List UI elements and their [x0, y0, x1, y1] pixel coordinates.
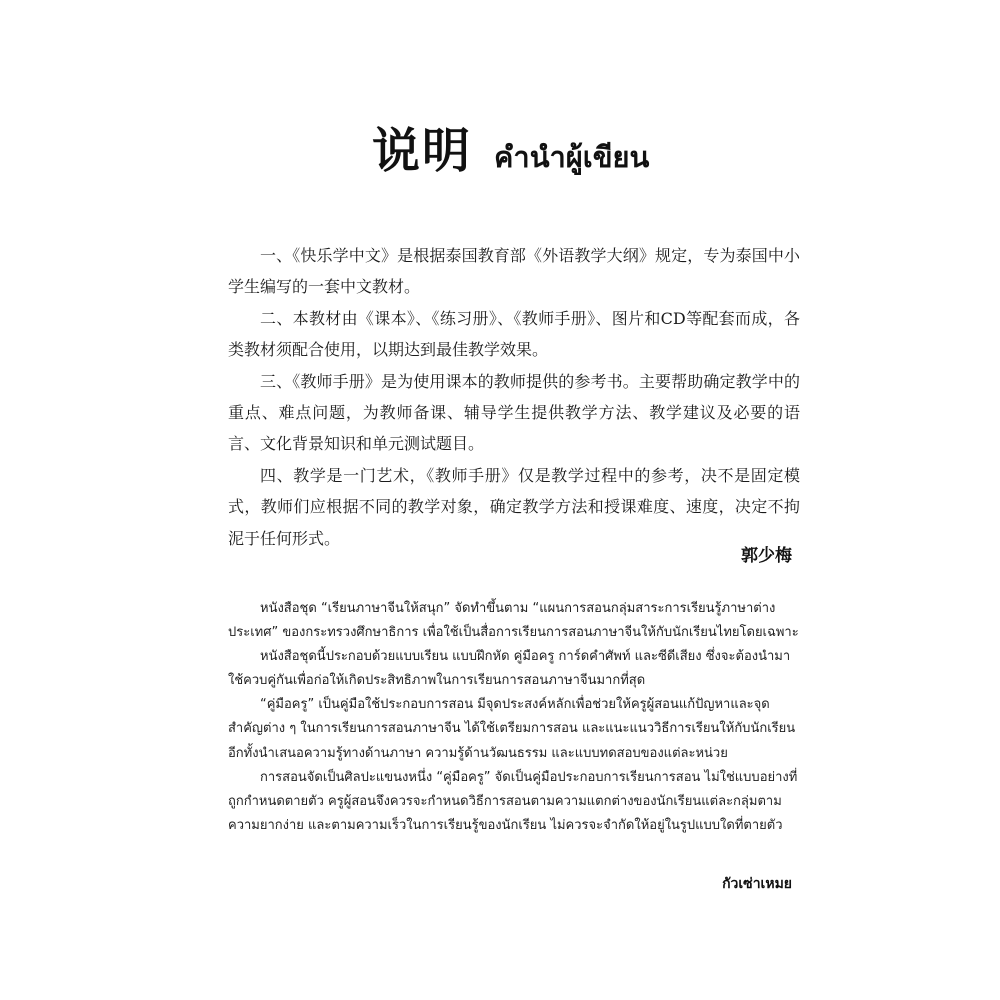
thai-paragraph-1: หนังสือชุด “เรียนภาษาจีนให้สนุก” จัดทำขึ้นตาม “แผนการสอนกลุ่มสาระการเรียนรู้ภาษาต่างประเทศ” ของกระทรวงศึกษาธิการ เพื่อใช้เป็นสื่อการเรียนการสอนภาษาจีนให้กับนักเรียนไทยโดยเฉพาะ: [228, 601, 799, 641]
thai-paragraph-2: หนังสือชุดนี้ประกอบด้วยแบบเรียน แบบฝึกหัด คู่มือครู การ์ดคำศัพท์ และซีดีเสียง ซึ่งจะต้องนำมาใช้ควบคู่กันเพื่อก่อให้เกิดประสิทธิภาพในการเรียนการสอนภาษาจีนมากที่สุด: [228, 649, 791, 689]
title-thai: คำนำผู้เขียน: [494, 140, 650, 174]
thai-signature: กัวเซ่าเหมย: [722, 876, 792, 892]
chinese-paragraph-1: 一、《快乐学中文》是根据泰国教育部《外语教学大纲》规定，专为泰国中小学生编写的一套中文教材。: [228, 246, 800, 297]
thai-preface: [228, 597, 800, 838]
page-title: [372, 112, 649, 181]
thai-paragraph-3: “คู่มือครู” เป็นคู่มือใช้ประกอบการสอน มีจุดประสงค์หลักเพื่อช่วยให้ครูผู้สอนแก้ปัญหาและจุดสำคัญต่าง ๆ ในการเรียนการสอนภาษาจีน ได้ใช้เตรียมการสอน และแนะแนววิธีการเรียนให้กับนักเรียน อีกทั้งนำเสนอความรู้ทางด้านภาษา ความรู้ด้านวัฒนธรรม และแบบทดสอบของแต่ละหน่วย: [228, 697, 796, 761]
chinese-preface: [228, 240, 800, 554]
chinese-signature: 郭少梅: [741, 546, 792, 566]
chinese-paragraph-4: 四、教学是一门艺术，《教师手册》仅是教学过程中的参考，决不是固定模式，教师们应根据不同的教学对象，确定教学方法和授课难度、速度，决定不拘泥于任何形式。: [228, 465, 800, 548]
chinese-paragraph-3: 三、《教师手册》是为使用课本的教师提供的参考书。主要帮助确定教学中的重点、难点问题，为教师备课、辅导学生提供教学方法、教学建议及必要的语言、文化背景知识和单元测试题目。: [228, 371, 800, 454]
title-chinese: 说明: [372, 123, 473, 179]
chinese-paragraph-2: 二、本教材由《课本》、《练习册》、《教师手册》、图片和CD等配套而成，各类教材须配合使用，以期达到最佳教学效果。: [228, 308, 800, 360]
thai-paragraph-4: การสอนจัดเป็นศิลปะแขนงหนึ่ง “คู่มือครู” จัดเป็นคู่มือประกอบการเรียนการสอน ไม่ใช่แบบอย่างที่ถูกกำหนดตายตัว ครูผู้สอนจึงควรจะกำหนดวิธีการสอนตามความแตกต่างของนักเรียนแต่ละกลุ่มตามความยากง่าย และตามความเร็วในการเรียนรู้ของนักเรียน ไม่ควรจะจำกัดให้อยู่ในรูปแบบใดที่ตายตัว: [228, 769, 798, 833]
